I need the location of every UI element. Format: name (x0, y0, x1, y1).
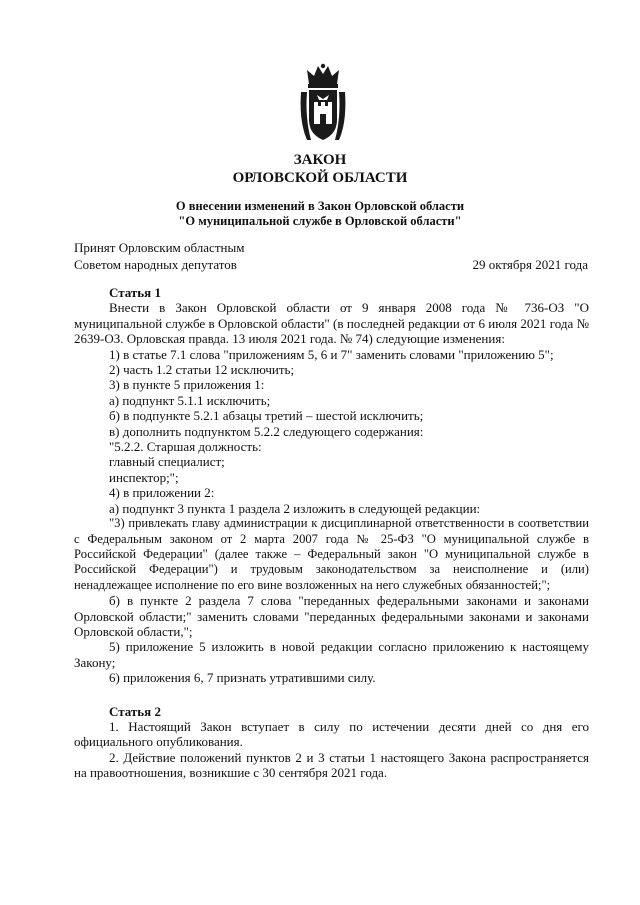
adoption-line1: Принят Орловским областным (74, 240, 245, 255)
article-1-paragraph: б) в подпункте 5.2.1 абзацы третий – шестой исключить; (109, 408, 424, 424)
article-1-paragraph: главный специалист; (109, 454, 225, 470)
coat-of-arms-emblem (297, 62, 349, 144)
article-1-paragraph: 6) приложения 6, 7 признать утратившими силу. (109, 670, 376, 686)
article-2-paragraph: 2. Действие положений пунктов 2 и 3 статьи 1 настоящего Закона распространяется на правоотношения, возникшие с 30 сентября 2021 года. (74, 749, 589, 781)
article-1-paragraph: Внести в Закон Орловской области от 9 января 2008 года № 736-ОЗ "О муниципальной службе в Орловской области" (в последней редакции от 6 июля 2021 года № 2639-ОЗ. Орловская правда. 13 июля 2021 года. № 74) следующие изменения: (74, 300, 589, 347)
article-1-paragraph: инспектор;"; (109, 469, 179, 485)
law-subject-line1: О внесении изменений в Закон Орловской области (175, 199, 465, 213)
article-1-paragraph: в) дополнить подпунктом 5.2.2 следующего содержания: (109, 423, 424, 439)
article-1-paragraph: а) подпункт 3 пункта 1 раздела 2 изложить в следующей редакции: (109, 500, 481, 516)
article-1-paragraph: "3) привлекать главу администрации к дисциплинарной ответственности в соответствии с Федеральным законом от 2 марта 2007 года № 25-ФЗ "О муниципальной службе в Российской Федерации" (далее также – Федеральный закон "О муниципальной службе в Российской Федерации") и трудовым законодательством за неисполнение и (или) ненадлежащее исполнение по его вине возложенных на него служебных обязанностей;"; (74, 516, 589, 592)
adoption-date: 29 октября 2021 года (472, 257, 588, 272)
adoption-block (74, 239, 244, 273)
article-1-paragraph: 4) в приложении 2: (109, 485, 215, 501)
adoption-line2: Советом народных депутатов (74, 257, 237, 272)
article-1-paragraph: 3) в пункте 5 приложения 1: (109, 377, 265, 393)
article-1-paragraph: б) в пункте 2 раздела 7 слова "переданных федеральными законами и законами Орловской области;" заменить словами "переданных федеральными законами и законами Орловской области,"; (74, 593, 589, 639)
article-1-paragraph: 2) часть 1.2 статьи 12 исключить; (109, 362, 295, 378)
article-1-paragraph: 1) в статье 7.1 слова "приложениям 5, 6 и 7" заменить словами "приложению 5"; (109, 346, 554, 362)
law-subject-line2: "О муниципальной службе в Орловской области" (178, 214, 462, 228)
region-title: ОРЛОВСКОЙ ОБЛАСТИ (232, 170, 408, 186)
article-1-paragraph: "5.2.2. Старшая должность: (109, 439, 262, 455)
article-2-heading: Статья 2 (109, 703, 161, 719)
article-1-paragraph: 5) приложение 5 изложить в новой редакции согласно приложению к настоящему Закону; (74, 639, 589, 670)
law-title: ЗАКОН (293, 152, 347, 168)
article-1-paragraph: а) подпункт 5.1.1 исключить; (109, 392, 271, 408)
article-1-heading: Статья 1 (109, 285, 161, 300)
law-body (74, 283, 589, 781)
article-2-paragraph: 1. Настоящий Закон вступает в силу по истечении десяти дней со дня его официального опубликования. (74, 718, 589, 750)
